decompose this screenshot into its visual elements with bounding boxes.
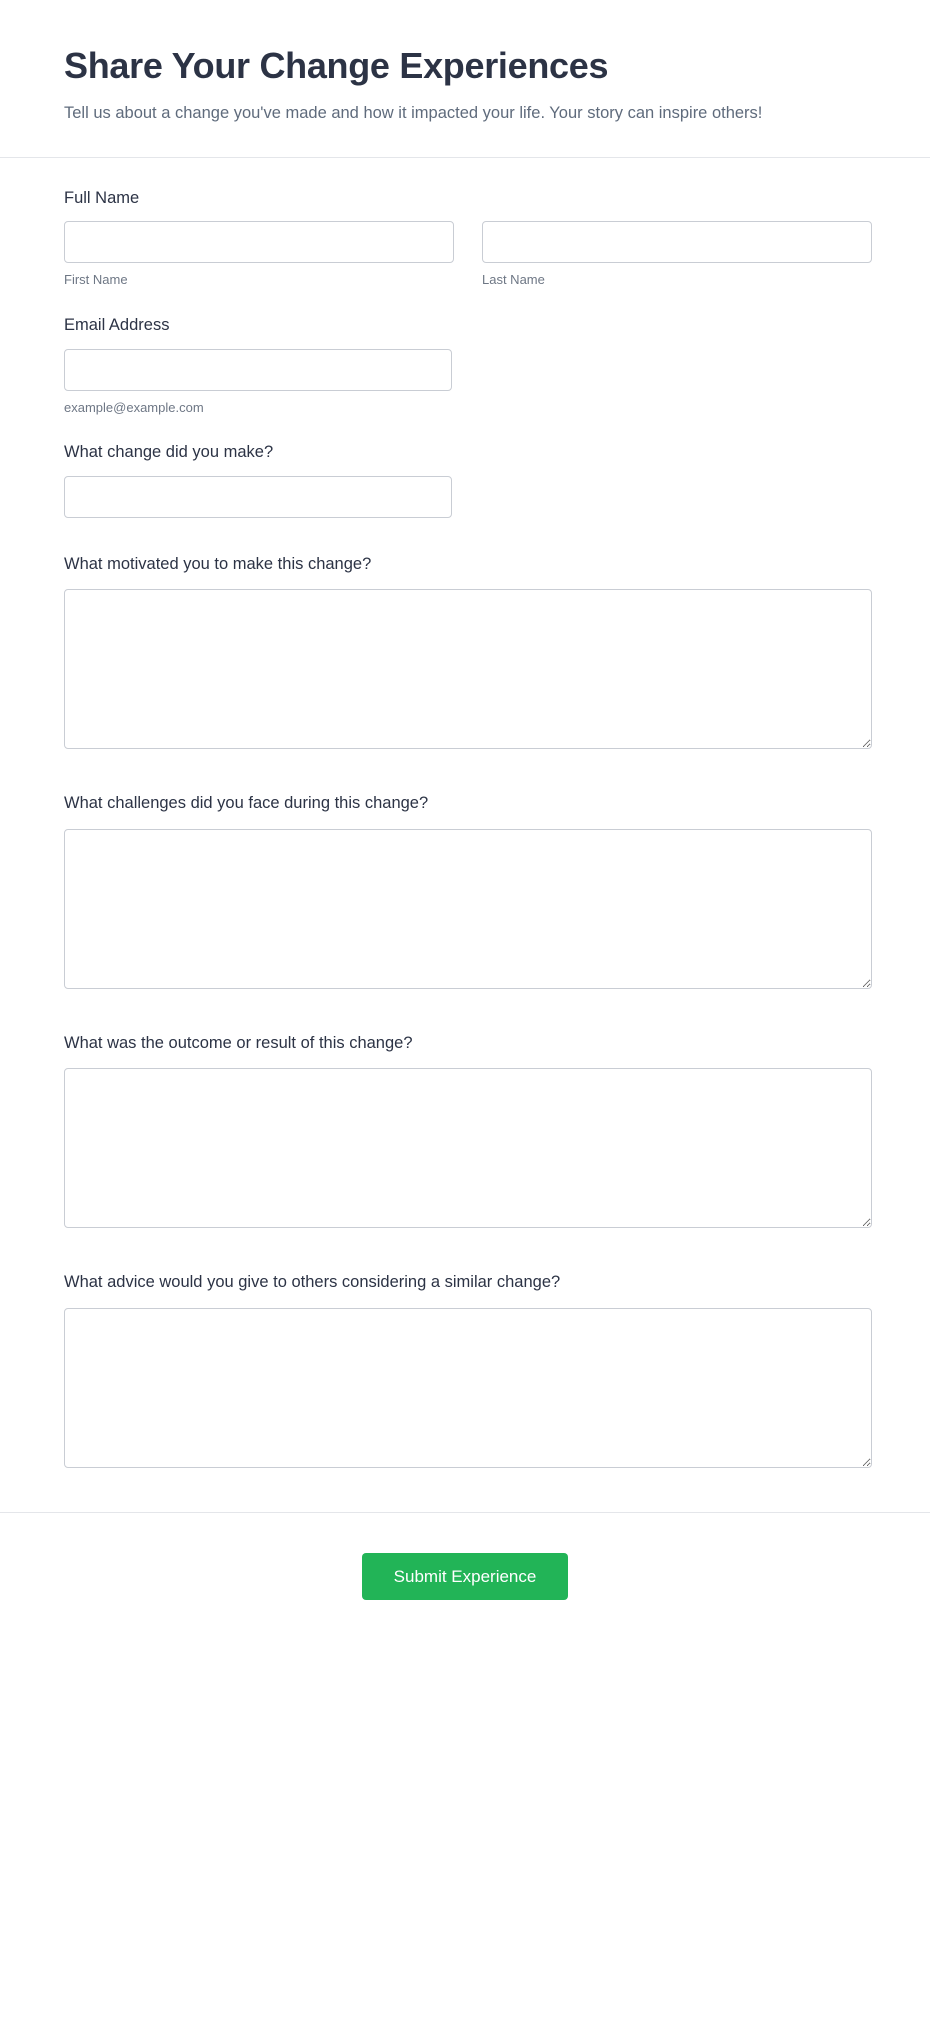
challenges-textarea[interactable] <box>64 829 872 989</box>
field-change-made <box>64 442 866 517</box>
last-name-sublabel: Last Name <box>482 272 545 288</box>
field-motivation <box>64 554 866 749</box>
change-made-input[interactable] <box>64 476 452 518</box>
field-challenges <box>64 793 866 988</box>
email-label: Email Address <box>64 316 170 335</box>
form-body <box>0 158 930 1468</box>
submit-button[interactable]: Submit Experience <box>362 1553 569 1600</box>
advice-textarea[interactable] <box>64 1308 872 1468</box>
advice-label: What advice would you give to others considering a similar change? <box>64 1273 561 1292</box>
page-subtitle: Tell us about a change you've made and how it impacted your life. Your story can inspire others! <box>64 104 763 123</box>
field-advice <box>64 1272 866 1467</box>
field-full-name <box>64 188 866 289</box>
email-input[interactable] <box>64 349 452 391</box>
motivation-textarea[interactable] <box>64 589 872 749</box>
outcome-label: What was the outcome or result of this change? <box>64 1033 413 1052</box>
first-name-sublabel: First Name <box>64 272 128 288</box>
full-name-label: Full Name <box>64 188 140 207</box>
outcome-textarea[interactable] <box>64 1068 872 1228</box>
full-name-row <box>64 221 866 289</box>
email-sublabel: example@example.com <box>64 399 204 415</box>
field-outcome <box>64 1033 866 1228</box>
first-name-column <box>64 221 454 289</box>
form-footer <box>0 1512 930 1656</box>
motivation-label: What motivated you to make this change? <box>64 554 372 573</box>
last-name-column <box>482 221 872 289</box>
form-header <box>0 0 930 158</box>
change-made-label: What change did you make? <box>64 443 274 462</box>
spacer <box>64 544 866 554</box>
challenges-label: What challenges did you face during this change? <box>64 794 429 813</box>
last-name-input[interactable] <box>482 221 872 263</box>
first-name-input[interactable] <box>64 221 454 263</box>
field-email <box>64 315 866 416</box>
page-title: Share Your Change Experiences <box>64 45 609 86</box>
